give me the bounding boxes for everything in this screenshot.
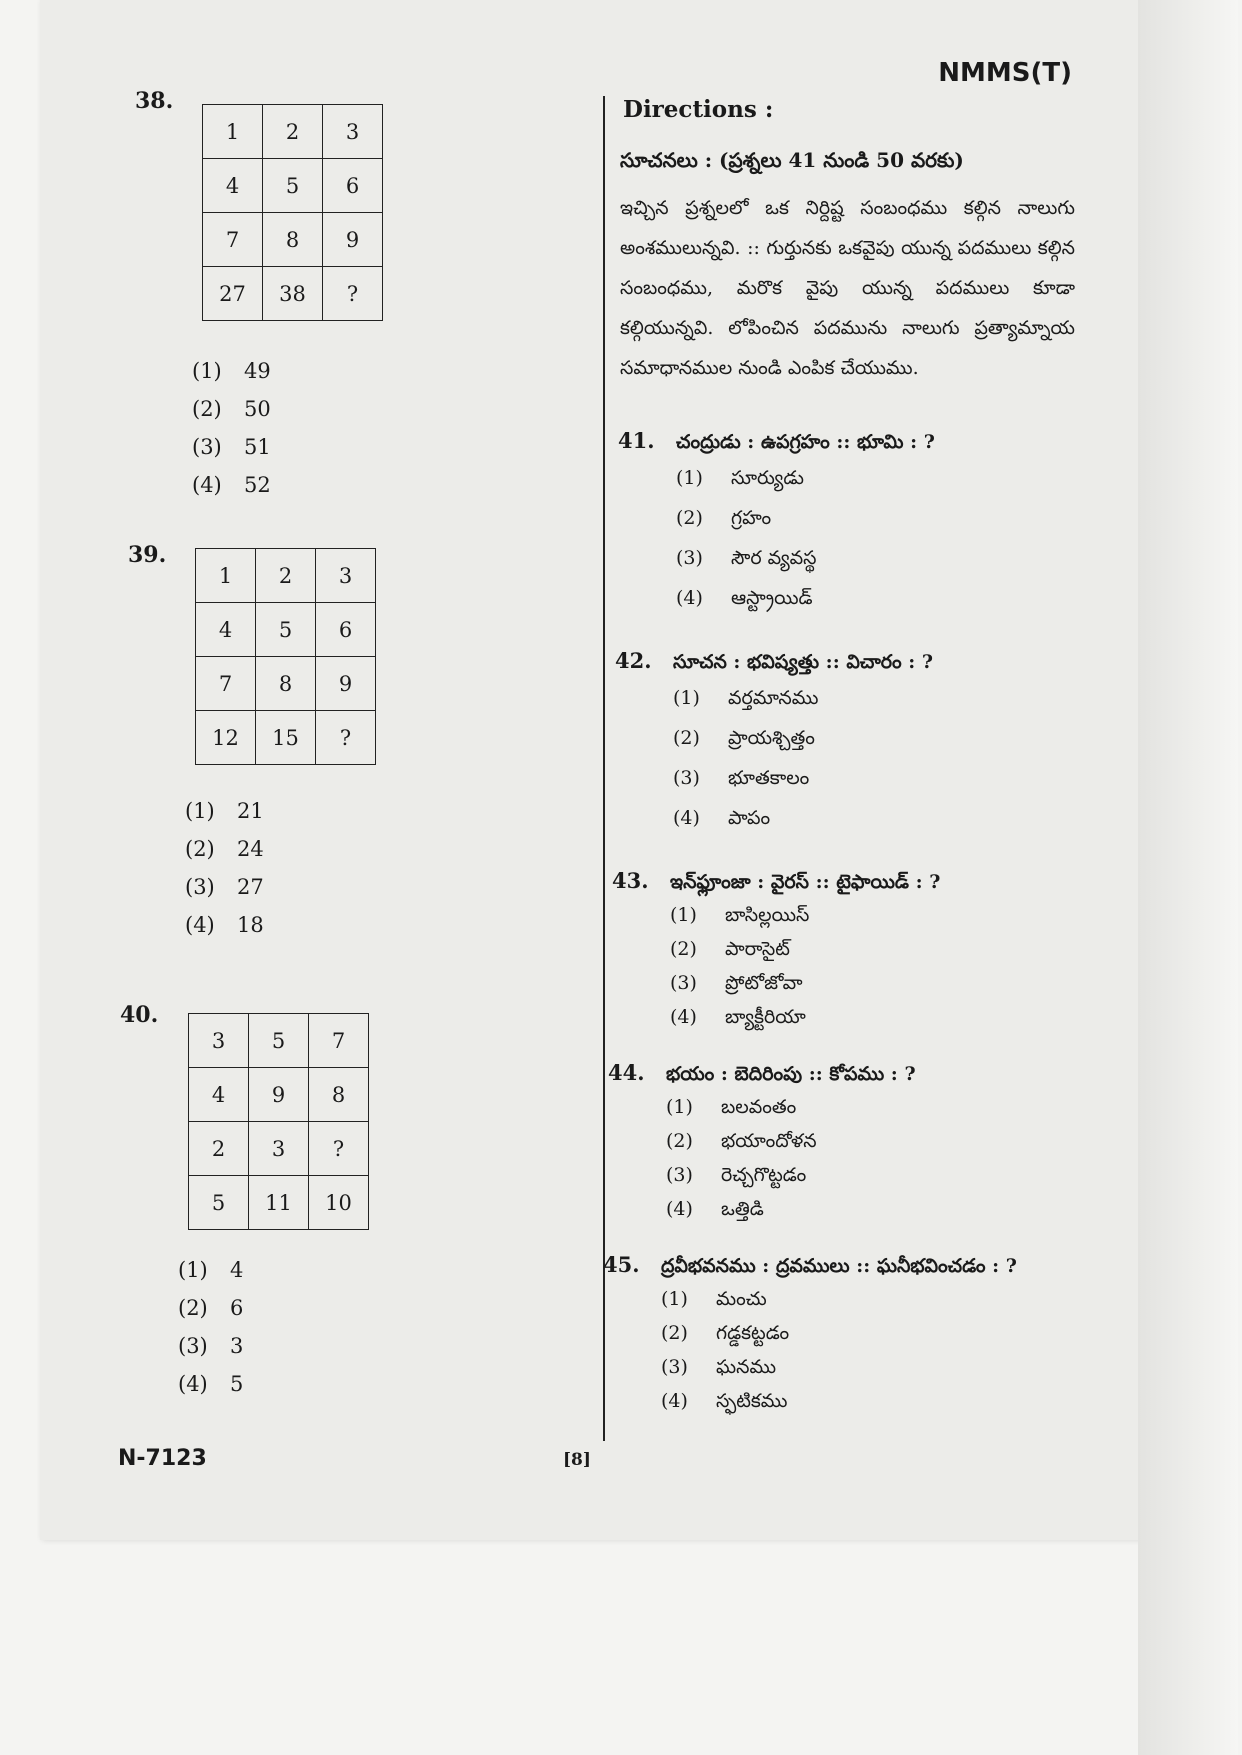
question-stem: సూచన : భవిష్యత్తు :: విచారం : ? [673,651,934,673]
option-item[interactable]: (4) 18 [185,913,264,937]
grid-cell: 4 [196,603,256,657]
grid-cell: 4 [189,1068,249,1122]
grid-cell: 5 [249,1014,309,1068]
option-item[interactable]: (1) బాసిల్లయిస్ [670,904,810,926]
grid-cell: 2 [263,105,323,159]
question-number: 42. [615,648,652,673]
option-item[interactable]: (3) రెచ్చగొట్టడం [666,1164,807,1186]
grid-cell: 1 [196,549,256,603]
option-item[interactable]: (3) ప్రోటోజోవా [670,972,803,994]
grid-cell: 10 [309,1176,369,1230]
grid-cell: 1 [203,105,263,159]
option-item[interactable]: (4) స్ఫటికము [661,1390,788,1412]
number-grid [202,104,383,321]
question-number: 40. [120,1002,159,1028]
grid-cell: 11 [249,1176,309,1230]
grid-cell: 3 [189,1014,249,1068]
grid-cell: 7 [196,657,256,711]
question-number: 44. [608,1060,645,1085]
option-item[interactable]: (1) బలవంతం [666,1096,797,1118]
option-item[interactable]: (2) భయాందోళన [666,1130,817,1152]
option-item[interactable]: (1) 21 [185,799,264,823]
option-item[interactable]: (4) 52 [192,473,271,497]
grid-cell: ? [316,711,376,765]
grid-cell: 5 [263,159,323,213]
grid-cell: 27 [203,267,263,321]
number-grid [188,1013,369,1230]
question-43 [612,868,940,1034]
question-stem: చంద్రుడు : ఉపగ్రహం :: భూమి : ? [676,431,935,453]
question-44 [608,1060,916,1226]
option-item[interactable]: (2) 24 [185,837,264,861]
question-number: 45. [603,1252,640,1277]
grid-cell: 8 [263,213,323,267]
page-number: [8] [563,1450,591,1470]
option-item[interactable]: (3) భూతకాలం [673,767,810,789]
grid-cell: 9 [249,1068,309,1122]
exam-code-header: NMMS(T) [938,58,1072,88]
page-edge [1138,0,1238,1755]
option-item[interactable]: (3) 51 [192,435,271,459]
column-divider [603,96,605,1441]
option-item[interactable]: (3) 27 [185,875,264,899]
option-item[interactable]: (1) సూర్యుడు [676,467,804,489]
number-grid [195,548,376,765]
grid-cell: 12 [196,711,256,765]
option-item[interactable]: (2) 6 [178,1296,244,1320]
grid-cell: 5 [256,603,316,657]
grid-cell: ? [323,267,383,321]
grid-cell: 6 [323,159,383,213]
grid-cell: 9 [323,213,383,267]
directions-heading: సూచనలు : (ప్రశ్నలు 41 నుండి 50 వరకు) [620,148,964,172]
question-41 [618,428,935,618]
question-number: 38. [135,88,174,114]
grid-cell: 5 [189,1176,249,1230]
option-item[interactable]: (2) 50 [192,397,271,421]
grid-cell: 38 [263,267,323,321]
option-item[interactable]: (3) సౌర వ్యవస్థ [676,547,817,569]
grid-cell: 3 [316,549,376,603]
option-item[interactable]: (1) మంచు [661,1288,767,1310]
grid-cell: 8 [256,657,316,711]
grid-cell: 7 [203,213,263,267]
question-number: 43. [612,868,649,893]
question-stem: ఇన్‌ఫ్లూంజా : వైరస్ :: టైఫాయిడ్ : ? [670,871,941,893]
question-number: 41. [618,428,655,453]
option-item[interactable]: (2) గడ్డకట్టడం [661,1322,790,1344]
option-item[interactable]: (4) బ్యాక్టీరియా [670,1006,806,1028]
directions-title: Directions : [623,96,774,123]
option-item[interactable]: (1) వర్తమానము [673,687,819,709]
option-item[interactable]: (2) గ్రహం [676,507,772,529]
question-stem: భయం : బెదిరింపు :: కోపము : ? [666,1063,916,1085]
grid-cell: 7 [309,1014,369,1068]
directions-text: ఇచ్చిన ప్రశ్నలలో ఒక నిర్దిష్ట సంబంధము కల్గిన నాలుగు అంశములున్నవి. :: గుర్తునకు ఒకవైపు యున్న పదములు కల్గిన సంబంధము, మరొక వైపు యున్న పదములు కూడా కల్గియున్నవి. లోపించిన పదమును నాలుగు ప్రత్యామ్నాయ సమాధానముల నుండి ఎంపిక చేయుము. [620,197,1075,379]
grid-cell: 15 [256,711,316,765]
option-item[interactable]: (2) పారాసైట్ [670,938,790,960]
option-item[interactable]: (4) పాపం [673,807,771,829]
grid-cell: 6 [316,603,376,657]
options-list [185,792,264,944]
option-item[interactable]: (1) 4 [178,1258,244,1282]
option-item[interactable]: (4) 5 [178,1372,244,1396]
option-item[interactable]: (4) ఒత్తిడి [666,1198,764,1220]
grid-cell: 8 [309,1068,369,1122]
grid-cell: 2 [189,1122,249,1176]
question-45 [603,1252,1017,1418]
option-item[interactable]: (4) ఆస్ట్రాయిడ్ [676,587,813,609]
grid-cell: 4 [203,159,263,213]
question-42 [615,648,933,838]
booklet-code: N-7123 [118,1446,207,1471]
grid-cell: ? [309,1122,369,1176]
option-item[interactable]: (3) ఘనము [661,1356,777,1378]
question-number: 39. [128,542,167,568]
grid-cell: 9 [316,657,376,711]
grid-cell: 3 [323,105,383,159]
grid-cell: 3 [249,1122,309,1176]
question-stem: ద్రవీభవనము : ద్రవములు :: ఘనీభవించడం : ? [661,1255,1017,1277]
options-list [178,1251,243,1403]
grid-cell: 2 [256,549,316,603]
options-list [192,352,271,504]
option-item[interactable]: (1) 49 [192,359,271,383]
option-item[interactable]: (2) ప్రాయశ్చిత్తం [673,727,815,749]
option-item[interactable]: (3) 3 [178,1334,244,1358]
